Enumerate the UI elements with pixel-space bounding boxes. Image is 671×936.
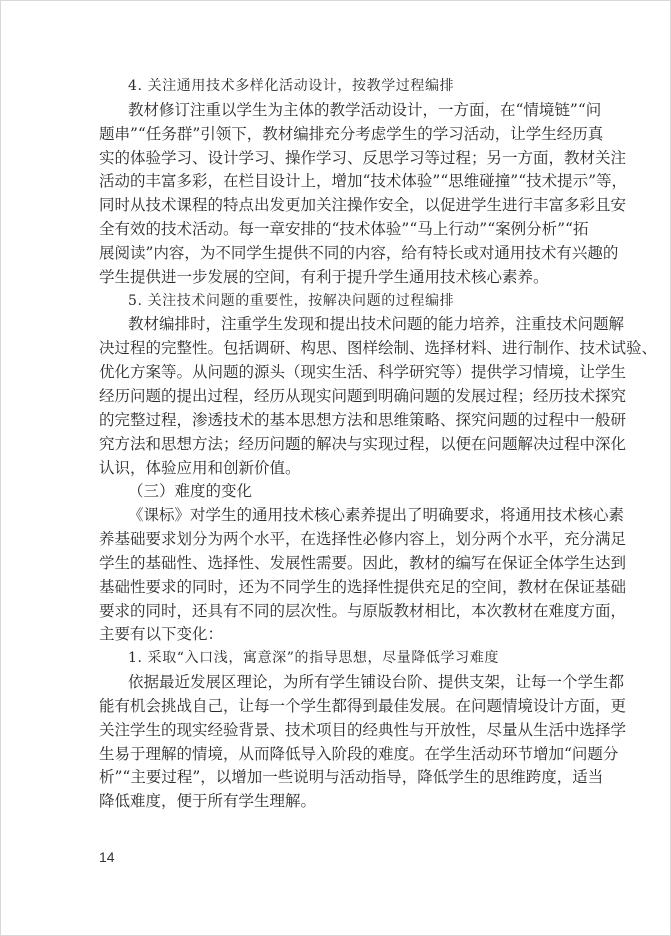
- paragraph: [99, 504, 627, 647]
- section-subheading: [99, 480, 575, 504]
- text-line: 依据最近发展区理论，为所有学生铺设台阶、提供支架，让每一个学生都: [128, 673, 625, 692]
- text-line: 能有机会挑战自己，让每一个学生都得到最佳发展。在问题情境设计方面，更: [99, 696, 627, 715]
- text-line: 的完整过程，渗透技术的基本思想方法和思维策略、探究问题的过程中一般研: [99, 410, 627, 429]
- page-body: [99, 75, 658, 814]
- text-line: 经历问题的提出过程，经历从现实问题到明确问题的发展过程；经历技术探究: [99, 386, 627, 405]
- text-line: 教材编排时，注重学生发现和提出技术问题的能力培养，注重技术问题解: [128, 315, 625, 334]
- section-heading: [99, 290, 575, 314]
- text-line: 生易于理解的情境，从而降低导入阶段的难度。在学生活动环节增加“问题分: [99, 744, 619, 763]
- text-line: 教材修订注重以学生为主体的教学活动设计，一方面，在“情境链”“问: [128, 100, 602, 119]
- text-line: 养基础要求划分为两个水平，在选择性必修内容上，划分两个水平，充分满足: [99, 530, 627, 549]
- page-number: 14: [99, 849, 115, 865]
- text-line: 关注学生的现实经验背景、技术项目的经典性与开放性，尽量从生活中选择学: [99, 720, 627, 739]
- text-line: 决过程的完整性。包括调研、构思、图样绘制、选择材料、进行制作、技术试验、: [99, 339, 658, 358]
- text-line: 学生提供进一步发展的空间，有利于提升学生通用技术核心素养。: [99, 267, 549, 286]
- text-line: 主要有以下变化：: [99, 625, 224, 644]
- text-line: （三）难度的变化: [128, 482, 253, 501]
- text-line: 降低难度，便于所有学生理解。: [99, 792, 317, 811]
- text-line: 活动的丰富多彩，在栏目设计上，增加“技术体验”“思维碰撞”“技术提示”等，: [99, 172, 628, 191]
- text-line: 全有效的技术活动。每一章安排的“技术体验”“马上行动”“案例分析”“拓: [99, 220, 589, 239]
- text-line: 4. 关注通用技术多样化活动设计，按教学过程编排: [128, 78, 455, 94]
- paragraph: [99, 671, 627, 814]
- text-line: 认识，体验应用和创新价值。: [99, 458, 301, 477]
- text-line: 析”“主要过程”，以增加一些说明与活动指导，降低学生的思维跨度，适当: [99, 768, 604, 787]
- paragraph: [99, 313, 658, 480]
- text-line: 同时从技术课程的特点出发更加关注操作安全，以促进学生进行丰富多彩且安: [99, 196, 627, 215]
- text-line: 展阅读”内容，为不同学生提供不同的内容，给有特长或对通用技术有兴趣的: [99, 243, 619, 262]
- section-heading: [99, 75, 575, 99]
- paragraph: [99, 99, 628, 290]
- text-line: 5. 关注技术问题的重要性，按解决问题的过程编排: [128, 292, 455, 309]
- text-line: 究方法和思想方法；经历问题的解决与实现过程，以便在问题解决过程中深化: [99, 434, 627, 453]
- text-line: 题串”“任务群”引领下，教材编排充分考虑学生的学习活动，让学生经历真: [99, 124, 604, 143]
- text-line: 要求的同时，还具有不同的层次性。与原版教材相比，本次教材在难度方面，: [99, 601, 627, 620]
- text-line: 1. 采取“入口浅，寓意深”的指导思想，尽量降低学习难度: [128, 650, 499, 667]
- text-line: 《课标》对学生的通用技术核心素养提出了明确要求，将通用技术核心素: [128, 506, 625, 525]
- text-line: 学生的基础性、选择性、发展性需要。因此，教材的编写在保证全体学生达到: [99, 553, 627, 572]
- section-heading: [99, 647, 575, 671]
- text-line: 基础性要求的同时，还为不同学生的选择性提供充足的空间，教材在保证基础: [99, 577, 627, 596]
- text-line: 实的体验学习、设计学习、操作学习、反思学习等过程；另一方面，教材关注: [99, 148, 627, 167]
- text-line: 优化方案等。从问题的源头（现实生活、科学研究等）提供学习情境，让学生: [99, 363, 627, 382]
